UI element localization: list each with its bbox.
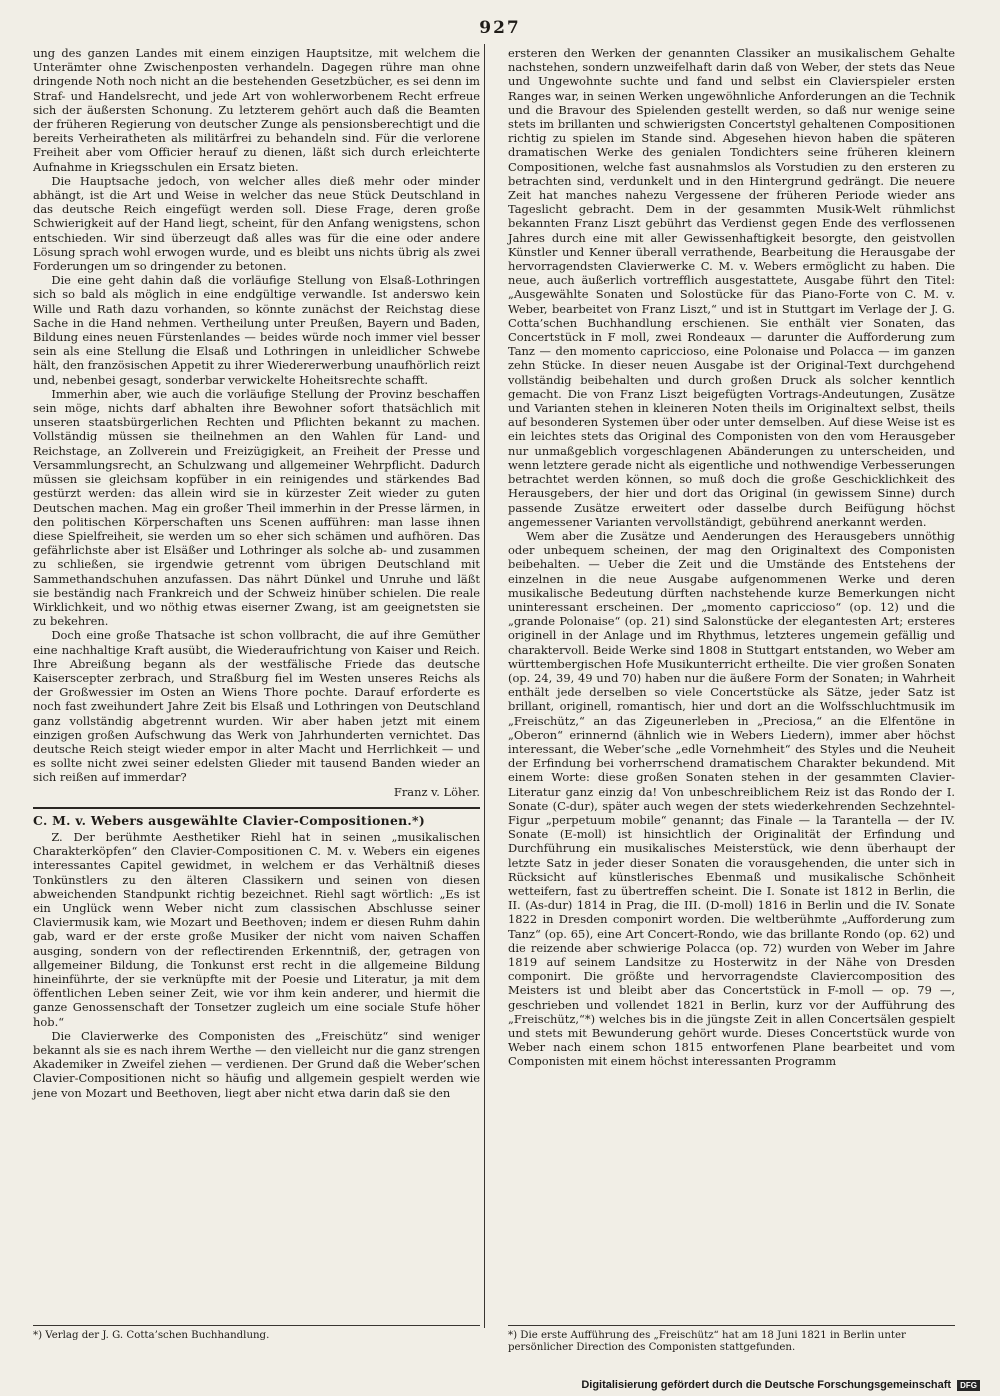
paragraph: ung des ganzen Landes mit einem einzigen Hauptsitze, mit welchem die Unterämter ohne Zwischenposten verhandeln. Dagegen rühre man ohne dringende Noth noch nicht an die bestehenden Gesetzbücher, es sei denn im Straf- und Handelsrecht, und jede Art von wohlerworbenem Recht erfreue sich der äußersten Schonung. Zu letzterem gehört auch daß die Beamten der früheren Regierung von deutscher Zunge als pensionsberechtigt und die bereits Verheiratheten als militärfrei zu behandeln sind. Für die verlorene Freiheit aber vom Officier herauf zu dienen, läßt sich durch erleichterte Aufnahme in Kriegsschulen ein Ersatz bieten. <box>33 46 480 174</box>
page-number: 927 <box>479 18 521 38</box>
digitization-credit <box>581 1379 980 1391</box>
dfg-logo: DFG <box>957 1380 980 1391</box>
paragraph: Doch eine große Thatsache ist schon vollbracht, die auf ihre Gemüther eine nachhaltige Kraft ausübt, die Wiederaufrichtung von Kaiser und Reich. Ihre Abreißung begann als der westfälische Friede das deutsche Kaiserscepter zerbrach, und Straßburg fiel im Westen unseres Reichs als der Großwessier im Osten an Wiens Thore pochte. Darauf erforderte es noch fast zweihundert Jahre Zeit bis Elsaß und Lothringen von Deutschland ganz vollständig abgetrennt wurden. Wir aber haben jetzt mit einem einzigen großen Aufschwung das Werk von Jahrhunderten vernichtet. Das deutsche Reich steigt wieder empor in alter Macht und Herrlichkeit — und es sollte nicht zwei seiner edelsten Glieder mit tausend Banden wieder an sich reißen auf immerdar? <box>33 628 480 785</box>
footnote-left: *) Verlag der J. G. Cotta’schen Buchhandlung. <box>33 1325 480 1342</box>
credit-text: Digitalisierung gefördert durch die Deutsche Forschungsgemeinschaft <box>581 1379 952 1391</box>
footnote-right: *) Die erste Aufführung des „Freischütz“ hat am 18 Juni 1821 in Berlin unter persönlicher Direction des Componisten stattgefunden. <box>508 1325 955 1354</box>
paragraph: Z. Der berühmte Aesthetiker Riehl hat in seinen „musikalischen Charakterköpfen“ den Clavier-Compositionen C. M. v. Webers ein eigenes interessantes Capitel gewidmet, in welchem er das Verhältniß dieses Tonkünstlers zu den älteren Classikern und seinen von diesen abweichenden Standpunkt richtig bezeichnet. Riehl sagt wörtlich: „Es ist ein Unglück wenn Weber nicht zum classischen Abschlusse seiner Claviermusik kam, wie Mozart und Beethoven; indem er diesen Ruhm dahin gab, ward er der erste große Musiker der nicht vom naiven Schaffen ausging, sondern von der reflectirenden Erkenntniß, der, getragen von allgemeiner Bildung, die Tonkunst erst recht in die allgemeine Bildung hineinführte, der sie verknüpfte mit der Poesie und Literatur, ja mit dem öffentlichen Leben seiner Zeit, wie vor ihm kein anderer, und hiermit die ganze Genossenschaft der Tonsetzer zugleich um eine sociale Stufe höher hob.“ <box>33 829 480 1029</box>
right-column <box>508 46 955 1069</box>
column-divider <box>484 44 485 1328</box>
paragraph: Die Clavierwerke des Componisten des „Freischütz“ sind weniger bekannt als sie es nach ihrem Werthe — den vielleicht nur die ganz strengen Akademiker in Zweifel ziehen — verdienen. Der Grund daß die Weber’schen Clavier-Compositionen nicht so häufig und allgemein gespielt werden wie jene von Mozart und Beethoven, liegt aber nicht etwa darin daß sie den <box>33 1028 480 1100</box>
paragraph: ersteren den Werken der genannten Classiker an musikalischem Gehalte nachstehen, sondern unzweifelhaft darin daß von Weber, der stets das Neue und Ungewohnte suchte und fand und selbst ein Clavierspieler ersten Ranges war, in seinen Werken ungewöhnliche Anforderungen an die Technik und die Bravour des Spielenden gestellt werden, so daß nur wenige seine stets im brillanten und schwierigsten Concertstyl gehaltenen Compositionen richtig zu spielen im Stande sind. Abgesehen hievon haben die späteren dramatischen Werke des genialen Tondichters seine früheren kleinern Compositionen, welche fast ausnahmslos als Vorstudien zu den ersteren zu betrachten sind, verdunkelt und in den Hintergrund gedrängt. Die neuere Zeit hat manches nahezu Vergessene der früheren Periode wieder ans Tageslicht gebracht. Dem in der gesammten Musik-Welt rühmlichst bekannten Franz Liszt gebührt das Verdienst gegen Ende des verflossenen Jahres durch eine mit aller Gewissenhaftigkeit besorgte, den geistvollen Künstler und Kenner überall verrathende, Bearbeitung die Herausgabe der hervorragendsten Clavierwerke C. M. v. Webers ermöglicht zu haben. Die neue, auch äußerlich vortrefflich ausgestattete, Ausgabe führt den Titel: „Ausgewählte Sonaten und Solostücke für das Piano-Forte von C. M. v. Weber, bearbeitet von Franz Liszt,“ und ist in Stuttgart im Verlage der J. G. Cotta’schen Buchhandlung erschienen. Sie enthält vier Sonaten, das Concertstück in F moll, zwei Rondeaux — darunter die Aufforderung zum Tanz — den momento capriccioso, eine Polonaise und Polacca — im ganzen zehn Stücke. In dieser neuen Ausgabe ist der Original-Text durchgehend vollständig beibehalten und durch großen Druck als solcher kenntlich gemacht. Die von Franz Liszt beigefügten Vortrags-Andeutungen, Zusätze und Varianten stehen in kleineren Noten theils im Originaltext selbst, theils auf besonderen Systemen über oder unter demselben. Auf diese Weise ist es ein leichtes stets das Original des Componisten von den vom Herausgeber nur unmaßgeblich vorgeschlagenen Abänderungen zu unterscheiden, und wenn letztere gerade nicht als eigentliche und nothwendige Verbesserungen betrachtet werden können, so muß doch die große Geschicklichkeit des Herausgebers, der hier und dort das Original (in gewissem Sinne) durch passende Zusätze erweitert oder dasselbe durch Beifügung höchst angemessener Varianten vervollständigt, gebührend anerkannt werden. <box>508 46 955 529</box>
paragraph: Wem aber die Zusätze und Aenderungen des Herausgebers unnöthig oder unbequem scheinen, der mag den Originaltext des Componisten beibehalten. — Ueber die Zeit und die Umstände des Entstehens der einzelnen in die neue Ausgabe aufgenommenen Werke und deren musikalische Bedeutung dürften nachstehende kurze Bemerkungen nicht uninteressant erscheinen. Der „momento capriccioso“ (op. 12) und die „grande Polonaise“ (op. 21) sind Salonstücke der elegantesten Art; ersteres originell in der Anlage und im Rhythmus, letzteres ungemein gefällig und charaktervoll. Beide Werke sind 1808 in Stuttgart entstanden, wo Weber am württembergischen Hofe Musikunterricht ertheilte. Die vier großen Sonaten (op. 24, 39, 49 und 70) haben nur die äußere Form der Sonaten; in Wahrheit enthält jede derselben so viele Concertstücke als Sätze, jeder Satz ist brillant, originell, romantisch, hier und dort an die Wolfsschluchtmusik im „Freischütz,“ an das Zigeunerleben in „Preciosa,“ an die Elfentöne in „Oberon“ erinnernd (ähnlich wie in Webers Liedern), immer aber höchst interessant, die Weber’sche „edle Vornehmheit“ des Styles und die Neuheit der Erfindung bei vorherrschend dramatischem Charakter bekundend. Mit einem Worte: diese großen Sonaten stehen in der gesammten Clavier-Literatur ganz einzig da! Von unbeschreiblichem Reiz ist das Rondo der I. Sonate (C-dur), später auch wegen der stets wiederkehrenden Sechzehntel-Figur „perpetuum mobile“ genannt; das Finale — la Tarantella — der IV. Sonate (E-moll) ist hinsichtlich der Originalität der Erfindung und Durchführung ein musikalisches Meisterstück, wie denn überhaupt der letzte Satz in jeder dieser Sonaten die vorausgehenden, die unter sich in Rücksicht auf künstlerisches Ebenmaß und musikalische Schönheit wetteifern, fast zu übertreffen scheint. Die I. Sonate ist 1812 in Berlin, die II. (As-dur) 1814 in Prag, die III. (D-moll) 1816 in Berlin und die IV. Sonate 1822 in Dresden componirt worden. Die weltberühmte „Aufforderung zum Tanz“ (op. 65), eine Art Concert-Rondo, wie das brillante Rondo (op. 62) und die reizende aber schwierige Polacca (op. 72) wurden von Weber im Jahre 1819 auf seinem Landsitze zu Hosterwitz in der Nähe von Dresden componirt. Die größte und hervorragendste Claviercomposition des Meisters ist und bleibt aber das Concertstück in F-moll — op. 79 —, geschrieben und vollendet 1821 in Berlin, kurz vor der Aufführung des „Freischütz,“*) welches bis in die jüngste Zeit in allen Concertsälen gespielt und stets mit Bewunderung gehört wurde. Dieses Concertstück wurde von Weber nach einem schon 1815 entworfenen Plane bearbeitet und vom Componisten mit einem höchst interessanten Programm <box>508 528 955 1069</box>
article-heading: C. M. v. Webers ausgewählte Clavier-Compositionen.*) <box>33 807 480 828</box>
paragraph: Die Hauptsache jedoch, von welcher alles dieß mehr oder minder abhängt, ist die Art und Weise in welcher das neue Stück Deutschland in das deutsche Reich eingefügt werden soll. Diese Frage, deren große Schwierigkeit auf der Hand liegt, scheint, für den Anfang wenigstens, schon entschieden. Wir sind überzeugt daß alles was für die eine oder andere Lösung sprach wohl erwogen wurde, und es bleibt uns nichts übrig als zwei Forderungen um so dringender zu betonen. <box>33 173 480 274</box>
author-signature: Franz v. Löher. <box>393 784 480 799</box>
paragraph: Die eine geht dahin daß die vorläufige Stellung von Elsaß-Lothringen sich so bald als möglich in eine endgültige verwandle. Ist anderswo kein Wille und Rath dazu vorhanden, so könnte zunächst der Reichstag diese Sache in die Hand nehmen. Vertheilung unter Preußen, Bayern und Baden, Bildung eines neuen Fürstenlandes — beides würde noch immer viel besser sein als eine Stellung die Elsaß und Lothringen in unleidlicher Schwebe hält, den französischen Appetit zu ihrer Wiedererwerbung unaufhörlich reizt und, nebenbei gesagt, sonderbar verwickelte Hoheitsrechte schafft. <box>33 273 481 387</box>
paragraph: Immerhin aber, wie auch die vorläufige Stellung der Provinz beschaffen sein möge, nichts darf abhalten ihre Bewohner sofort thatsächlich mit unseren staatsbürgerlichen Rechten und Pflichten bekannt zu machen. Vollständig müssen sie theilnehmen an den Wahlen für Land- und Reichstage, an Zollverein und Freizügigkeit, an Freiheit der Presse und Versammlungsrecht, an Schulzwang und allgemeiner Wehrpflicht. Dadurch müssen sie gleichsam kopfüber in ein reinigendes und stärkendes Bad gestürzt werden: das allein wird sie in kürzester Zeit wieder zu guten Deutschen machen. Mag ein großer Theil immerhin in der Presse lärmen, in den politischen Körperschaften uns Scenen aufführen: man lasse ihnen diese Spielfreiheit, sie werden um so eher sich schämen und aufhören. Das gefährlichste aber ist Elsäßer und Lothringer als solche ab- und zusammen zu schließen, sie irgendwie getrennt vom übrigen Deutschland mit Sammethandschuhen anzufassen. Das nährt Dünkel und Unruhe und läßt sie beständig nach Frankreich und der Schweiz hinüber schielen. Die reale Wirklichkeit, und wo nöthig etwas eiserner Zwang, ist am geeignetsten sie zu bekehren. <box>33 386 480 629</box>
left-column <box>33 46 480 1100</box>
